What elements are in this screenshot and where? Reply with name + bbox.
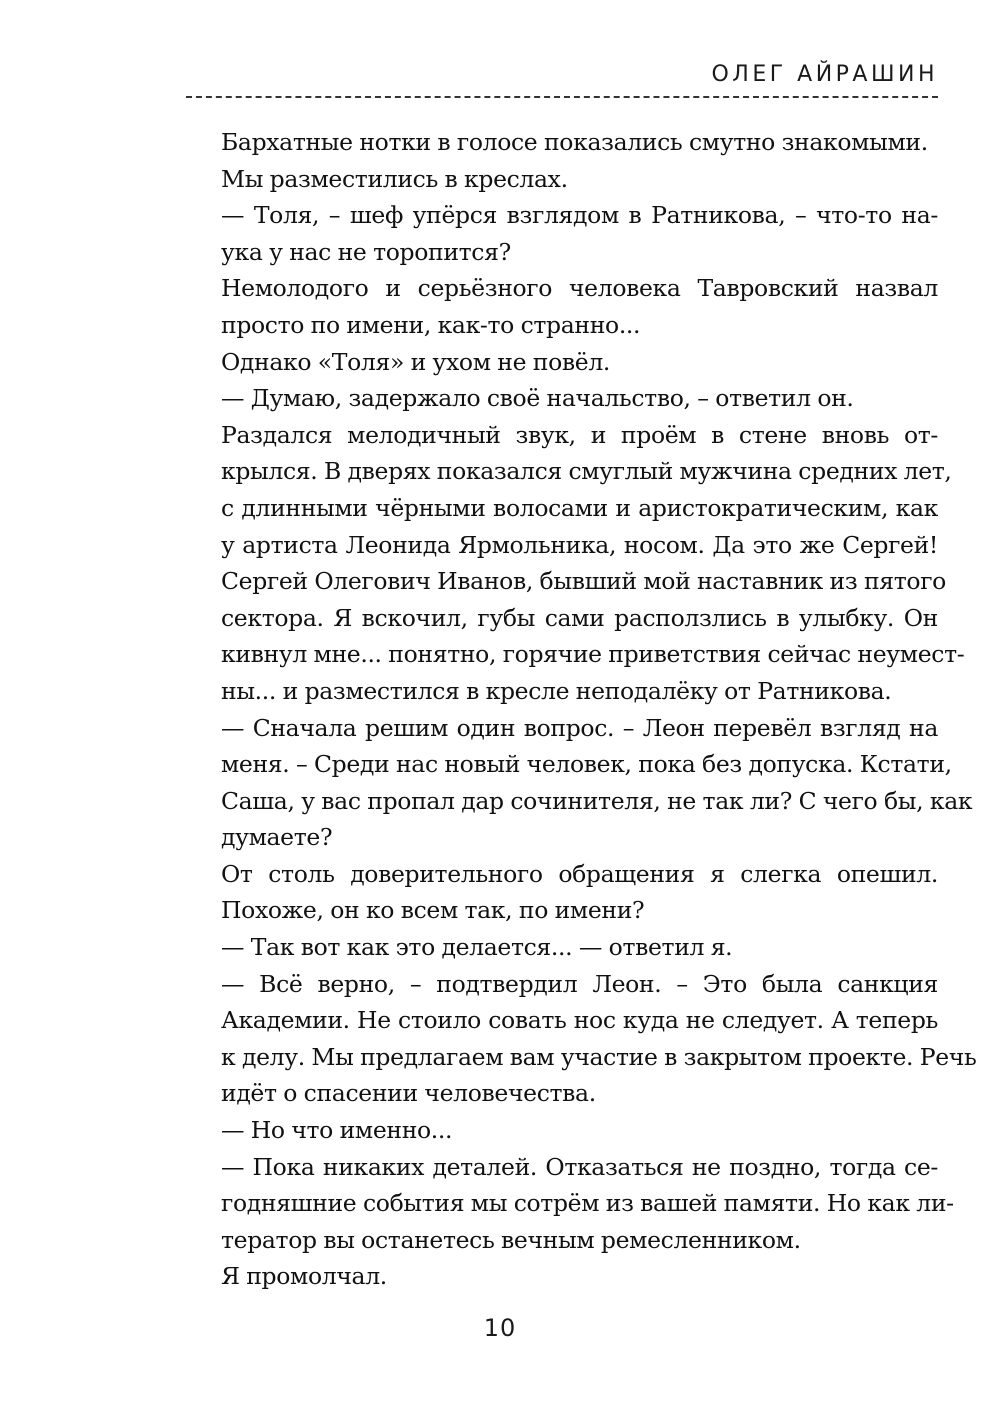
- text-line: — Думаю, задержало своё начальство, – ответил он.: [221, 384, 854, 413]
- text-line: Похоже, он ко всем так, по имени?: [221, 896, 645, 925]
- text-line: ны... и разместился в кресле неподалёку от Ратникова.: [221, 676, 892, 705]
- paragraph: [186, 929, 938, 966]
- paragraph: [186, 344, 938, 381]
- paragraph: [186, 197, 938, 270]
- text-line: тератор вы останетесь вечным ремесленником.: [221, 1225, 801, 1254]
- text-line: — Так вот как это делается... — ответил я.: [221, 933, 733, 962]
- text-line: Я промолчал.: [221, 1262, 387, 1291]
- text-line: идёт о спасении человечества.: [221, 1079, 596, 1108]
- paragraph: [186, 710, 973, 856]
- paragraph: [186, 380, 938, 417]
- text-line: просто по имени, как-то странно...: [221, 310, 641, 339]
- text-line: Академии. Не стоило совать нос куда не следует. А теперь: [221, 1006, 938, 1035]
- text-line: Однако «Толя» и ухом не повёл.: [221, 347, 611, 376]
- text-line: с длинными чёрными волосами и аристократическим, как: [221, 493, 938, 522]
- text-line: у артиста Леонида Ярмольника, носом. Да это же Сергей!: [221, 530, 938, 559]
- header-author: ОЛЕГ АЙРАШИН: [711, 62, 938, 87]
- text-line: кивнул мне... понятно, горячие приветствия сейчас неумест-: [221, 640, 965, 669]
- paragraph: [186, 966, 977, 1112]
- paragraph: [186, 124, 938, 161]
- text-line: сектора. Я вскочил, губы сами расползлись в улыбку. Он: [221, 603, 938, 632]
- running-header: [186, 62, 938, 102]
- body-text: [186, 124, 977, 1295]
- page-number: 10: [483, 1314, 517, 1342]
- text-line: Раздался мелодичный звук, и проём в стене вновь от-: [221, 420, 938, 449]
- text-line: думаете?: [221, 823, 333, 852]
- paragraph: [186, 161, 938, 198]
- text-line: крылся. В дверях показался смуглый мужчина средних лет,: [221, 457, 952, 486]
- paragraph: [186, 856, 938, 929]
- text-line: к делу. Мы предлагаем вам участие в закрытом проекте. Речь: [221, 1042, 977, 1071]
- text-line: — Но что именно...: [221, 1116, 453, 1145]
- text-line: Немолодого и серьёзного человека Тавровский назвал: [221, 274, 938, 303]
- text-line: — Сначала решим один вопрос. – Леон перевёл взгляд на: [221, 713, 938, 742]
- text-line: ука у нас не торопится?: [221, 237, 511, 266]
- text-line: годняшние события мы сотрём из вашей памяти. Но как ли-: [221, 1189, 954, 1218]
- text-line: меня. – Среди нас новый человек, пока без допуска. Кстати,: [221, 750, 952, 779]
- text-line: Саша, у вас пропал дар сочинителя, не так ли? С чего бы, как: [221, 786, 973, 815]
- text-line: — Толя, – шеф упёрся взглядом в Ратникова, – что-то на-: [221, 201, 938, 230]
- paragraph: [186, 417, 965, 710]
- text-line: Сергей Олегович Иванов, бывший мой наставник из пятого: [221, 567, 946, 596]
- text-line: От столь доверительного обращения я слегка опешил.: [221, 859, 938, 888]
- paragraph: [186, 1112, 938, 1149]
- text-line: Бархатные нотки в голосе показались смутно знакомыми.: [221, 128, 928, 156]
- text-line: Мы разместились в креслах.: [221, 164, 568, 193]
- header-dashed-rule: [186, 96, 938, 98]
- paragraph: [186, 1258, 938, 1295]
- text-line: — Всё верно, – подтвердил Леон. – Это была санкция: [221, 969, 938, 998]
- text-line: — Пока никаких деталей. Отказаться не поздно, тогда се-: [221, 1152, 938, 1181]
- paragraph: [186, 1149, 954, 1259]
- paragraph: [186, 270, 938, 343]
